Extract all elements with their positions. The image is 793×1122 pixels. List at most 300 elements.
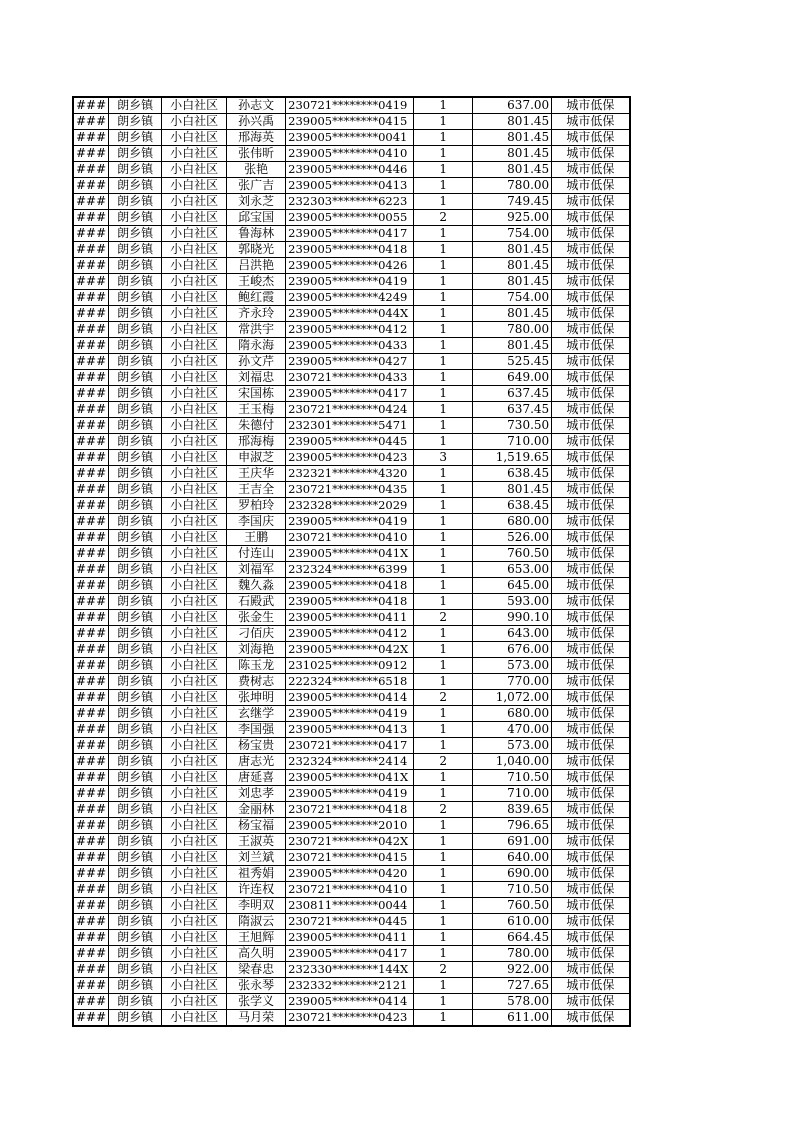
table-row [73, 274, 630, 290]
cell-name: 魏久淼 [227, 578, 286, 594]
cell-household-count: 1 [414, 114, 473, 130]
cell-community: 小白社区 [162, 626, 227, 642]
cell-relief-type: 城市低保 [552, 546, 630, 562]
cell-household-count: 1 [414, 882, 473, 898]
cell-amount: 801.45 [473, 114, 552, 130]
cell-id-number: 239005********0420 [286, 866, 414, 882]
cell-community: 小白社区 [162, 546, 227, 562]
table-row [73, 97, 630, 114]
cell-amount: 653.00 [473, 562, 552, 578]
cell-seq: ### [73, 946, 109, 962]
cell-id-number: 239005********0414 [286, 994, 414, 1010]
cell-relief-type: 城市低保 [552, 834, 630, 850]
cell-town: 朗乡镇 [109, 946, 162, 962]
cell-name: 齐永玲 [227, 306, 286, 322]
cell-id-number: 239005********0418 [286, 578, 414, 594]
table-row [73, 386, 630, 402]
cell-household-count: 1 [414, 930, 473, 946]
cell-town: 朗乡镇 [109, 802, 162, 818]
cell-relief-type: 城市低保 [552, 354, 630, 370]
table-row [73, 818, 630, 834]
cell-id-number: 239005********0414 [286, 690, 414, 706]
cell-id-number: 239005********0410 [286, 146, 414, 162]
cell-amount: 801.45 [473, 162, 552, 178]
cell-relief-type: 城市低保 [552, 386, 630, 402]
table-row [73, 194, 630, 210]
cell-amount: 780.00 [473, 946, 552, 962]
cell-town: 朗乡镇 [109, 514, 162, 530]
cell-seq: ### [73, 898, 109, 914]
cell-name: 李明双 [227, 898, 286, 914]
cell-name: 吕洪艳 [227, 258, 286, 274]
cell-household-count: 2 [414, 610, 473, 626]
cell-seq: ### [73, 530, 109, 546]
cell-seq: ### [73, 354, 109, 370]
cell-relief-type: 城市低保 [552, 97, 630, 114]
cell-id-number: 239005********0055 [286, 210, 414, 226]
cell-household-count: 1 [414, 130, 473, 146]
cell-community: 小白社区 [162, 162, 227, 178]
cell-community: 小白社区 [162, 402, 227, 418]
cell-amount: 637.45 [473, 386, 552, 402]
cell-relief-type: 城市低保 [552, 338, 630, 354]
cell-town: 朗乡镇 [109, 1010, 162, 1027]
cell-household-count: 1 [414, 146, 473, 162]
cell-amount: 925.00 [473, 210, 552, 226]
cell-community: 小白社区 [162, 754, 227, 770]
cell-relief-type: 城市低保 [552, 898, 630, 914]
table-row [73, 882, 630, 898]
cell-seq: ### [73, 370, 109, 386]
cell-name: 张艳 [227, 162, 286, 178]
cell-community: 小白社区 [162, 946, 227, 962]
table-row [73, 898, 630, 914]
cell-id-number: 222324********6518 [286, 674, 414, 690]
cell-seq: ### [73, 322, 109, 338]
cell-community: 小白社区 [162, 898, 227, 914]
cell-name: 玄继学 [227, 706, 286, 722]
cell-name: 费树志 [227, 674, 286, 690]
cell-community: 小白社区 [162, 850, 227, 866]
relief-roster-table [72, 96, 631, 1027]
cell-town: 朗乡镇 [109, 130, 162, 146]
cell-household-count: 3 [414, 450, 473, 466]
cell-town: 朗乡镇 [109, 498, 162, 514]
cell-relief-type: 城市低保 [552, 370, 630, 386]
cell-household-count: 1 [414, 194, 473, 210]
cell-id-number: 239005********044X [286, 306, 414, 322]
cell-town: 朗乡镇 [109, 370, 162, 386]
table-row [73, 226, 630, 242]
cell-town: 朗乡镇 [109, 242, 162, 258]
cell-town: 朗乡镇 [109, 962, 162, 978]
cell-household-count: 1 [414, 626, 473, 642]
cell-relief-type: 城市低保 [552, 194, 630, 210]
table-row [73, 242, 630, 258]
cell-id-number: 239005********0415 [286, 114, 414, 130]
cell-household-count: 2 [414, 802, 473, 818]
cell-id-number: 230811********0044 [286, 898, 414, 914]
table-row [73, 338, 630, 354]
cell-amount: 1,072.00 [473, 690, 552, 706]
cell-town: 朗乡镇 [109, 466, 162, 482]
cell-amount: 801.45 [473, 338, 552, 354]
cell-household-count: 1 [414, 658, 473, 674]
cell-relief-type: 城市低保 [552, 578, 630, 594]
cell-seq: ### [73, 178, 109, 194]
cell-relief-type: 城市低保 [552, 274, 630, 290]
cell-community: 小白社区 [162, 514, 227, 530]
table-row [73, 498, 630, 514]
cell-amount: 643.00 [473, 626, 552, 642]
cell-id-number: 239005********0417 [286, 946, 414, 962]
cell-relief-type: 城市低保 [552, 146, 630, 162]
cell-relief-type: 城市低保 [552, 978, 630, 994]
cell-name: 隋淑云 [227, 914, 286, 930]
table-row [73, 562, 630, 578]
cell-town: 朗乡镇 [109, 994, 162, 1010]
table-row [73, 258, 630, 274]
cell-town: 朗乡镇 [109, 386, 162, 402]
cell-community: 小白社区 [162, 146, 227, 162]
cell-id-number: 230721********0435 [286, 482, 414, 498]
cell-household-count: 1 [414, 738, 473, 754]
table-row [73, 578, 630, 594]
cell-relief-type: 城市低保 [552, 242, 630, 258]
cell-community: 小白社区 [162, 482, 227, 498]
table-row [73, 466, 630, 482]
cell-name: 马月荣 [227, 1010, 286, 1027]
cell-relief-type: 城市低保 [552, 226, 630, 242]
table-row [73, 754, 630, 770]
cell-amount: 525.45 [473, 354, 552, 370]
cell-relief-type: 城市低保 [552, 114, 630, 130]
table-row [73, 146, 630, 162]
cell-town: 朗乡镇 [109, 178, 162, 194]
table-row [73, 594, 630, 610]
cell-amount: 770.00 [473, 674, 552, 690]
cell-name: 张金生 [227, 610, 286, 626]
cell-name: 王吉全 [227, 482, 286, 498]
table-row [73, 546, 630, 562]
cell-name: 张广吉 [227, 178, 286, 194]
cell-community: 小白社区 [162, 258, 227, 274]
cell-community: 小白社区 [162, 450, 227, 466]
cell-household-count: 1 [414, 850, 473, 866]
cell-amount: 801.45 [473, 274, 552, 290]
cell-town: 朗乡镇 [109, 642, 162, 658]
cell-name: 张永琴 [227, 978, 286, 994]
cell-community: 小白社区 [162, 962, 227, 978]
cell-community: 小白社区 [162, 242, 227, 258]
cell-household-count: 1 [414, 242, 473, 258]
cell-town: 朗乡镇 [109, 578, 162, 594]
cell-relief-type: 城市低保 [552, 722, 630, 738]
cell-id-number: 232328********2029 [286, 498, 414, 514]
cell-community: 小白社区 [162, 226, 227, 242]
cell-household-count: 1 [414, 226, 473, 242]
cell-id-number: 230721********0417 [286, 738, 414, 754]
cell-id-number: 231025********0912 [286, 658, 414, 674]
cell-seq: ### [73, 722, 109, 738]
table-row [73, 450, 630, 466]
cell-household-count: 1 [414, 978, 473, 994]
cell-community: 小白社区 [162, 802, 227, 818]
cell-town: 朗乡镇 [109, 978, 162, 994]
cell-relief-type: 城市低保 [552, 786, 630, 802]
cell-town: 朗乡镇 [109, 850, 162, 866]
cell-id-number: 230721********0433 [286, 370, 414, 386]
cell-id-number: 230721********0415 [286, 850, 414, 866]
cell-id-number: 232303********6223 [286, 194, 414, 210]
table-row [73, 178, 630, 194]
cell-amount: 727.65 [473, 978, 552, 994]
cell-name: 鲁海林 [227, 226, 286, 242]
cell-relief-type: 城市低保 [552, 706, 630, 722]
cell-amount: 573.00 [473, 738, 552, 754]
cell-household-count: 1 [414, 706, 473, 722]
cell-community: 小白社区 [162, 114, 227, 130]
cell-relief-type: 城市低保 [552, 930, 630, 946]
cell-household-count: 1 [414, 946, 473, 962]
cell-name: 郭晓光 [227, 242, 286, 258]
cell-town: 朗乡镇 [109, 562, 162, 578]
cell-relief-type: 城市低保 [552, 466, 630, 482]
cell-town: 朗乡镇 [109, 322, 162, 338]
cell-community: 小白社区 [162, 690, 227, 706]
cell-community: 小白社区 [162, 322, 227, 338]
cell-town: 朗乡镇 [109, 482, 162, 498]
table-row [73, 610, 630, 626]
cell-town: 朗乡镇 [109, 306, 162, 322]
cell-name: 祖秀娟 [227, 866, 286, 882]
table-row [73, 914, 630, 930]
table-row [73, 290, 630, 306]
cell-seq: ### [73, 226, 109, 242]
cell-amount: 990.10 [473, 610, 552, 626]
cell-seq: ### [73, 482, 109, 498]
cell-amount: 801.45 [473, 482, 552, 498]
cell-seq: ### [73, 658, 109, 674]
cell-relief-type: 城市低保 [552, 850, 630, 866]
cell-id-number: 239005********0411 [286, 930, 414, 946]
cell-relief-type: 城市低保 [552, 290, 630, 306]
cell-community: 小白社区 [162, 594, 227, 610]
cell-seq: ### [73, 818, 109, 834]
cell-household-count: 1 [414, 530, 473, 546]
table-row [73, 306, 630, 322]
cell-seq: ### [73, 402, 109, 418]
cell-relief-type: 城市低保 [552, 674, 630, 690]
cell-name: 刘福军 [227, 562, 286, 578]
cell-town: 朗乡镇 [109, 194, 162, 210]
cell-seq: ### [73, 594, 109, 610]
cell-household-count: 1 [414, 354, 473, 370]
cell-amount: 690.00 [473, 866, 552, 882]
cell-id-number: 239005********0446 [286, 162, 414, 178]
cell-seq: ### [73, 290, 109, 306]
cell-community: 小白社区 [162, 658, 227, 674]
cell-community: 小白社区 [162, 418, 227, 434]
cell-seq: ### [73, 274, 109, 290]
cell-relief-type: 城市低保 [552, 802, 630, 818]
cell-id-number: 232301********5471 [286, 418, 414, 434]
cell-name: 石殿武 [227, 594, 286, 610]
cell-id-number: 230721********042X [286, 834, 414, 850]
cell-amount: 649.00 [473, 370, 552, 386]
cell-household-count: 1 [414, 402, 473, 418]
cell-town: 朗乡镇 [109, 274, 162, 290]
cell-household-count: 1 [414, 97, 473, 114]
cell-household-count: 1 [414, 338, 473, 354]
cell-amount: 676.00 [473, 642, 552, 658]
table-row [73, 162, 630, 178]
cell-community: 小白社区 [162, 994, 227, 1010]
cell-town: 朗乡镇 [109, 418, 162, 434]
cell-amount: 710.00 [473, 786, 552, 802]
cell-name: 刘忠孝 [227, 786, 286, 802]
cell-seq: ### [73, 882, 109, 898]
cell-name: 唐延喜 [227, 770, 286, 786]
cell-name: 王庆华 [227, 466, 286, 482]
cell-household-count: 1 [414, 274, 473, 290]
cell-town: 朗乡镇 [109, 594, 162, 610]
cell-seq: ### [73, 850, 109, 866]
cell-relief-type: 城市低保 [552, 770, 630, 786]
cell-community: 小白社区 [162, 642, 227, 658]
table-row [73, 658, 630, 674]
cell-seq: ### [73, 962, 109, 978]
cell-town: 朗乡镇 [109, 97, 162, 114]
cell-seq: ### [73, 418, 109, 434]
cell-seq: ### [73, 1010, 109, 1027]
cell-name: 杨宝贵 [227, 738, 286, 754]
cell-seq: ### [73, 578, 109, 594]
cell-amount: 573.00 [473, 658, 552, 674]
cell-amount: 801.45 [473, 146, 552, 162]
cell-seq: ### [73, 802, 109, 818]
cell-id-number: 239005********0445 [286, 434, 414, 450]
table-row [73, 802, 630, 818]
cell-community: 小白社区 [162, 354, 227, 370]
cell-name: 邱宝国 [227, 210, 286, 226]
cell-id-number: 232332********2121 [286, 978, 414, 994]
cell-community: 小白社区 [162, 386, 227, 402]
cell-town: 朗乡镇 [109, 706, 162, 722]
cell-relief-type: 城市低保 [552, 594, 630, 610]
cell-community: 小白社区 [162, 914, 227, 930]
cell-town: 朗乡镇 [109, 226, 162, 242]
cell-name: 邢海英 [227, 130, 286, 146]
cell-seq: ### [73, 770, 109, 786]
cell-id-number: 239005********0417 [286, 226, 414, 242]
cell-community: 小白社区 [162, 722, 227, 738]
table-row [73, 514, 630, 530]
cell-id-number: 239005********2010 [286, 818, 414, 834]
cell-amount: 760.50 [473, 546, 552, 562]
cell-id-number: 230721********0419 [286, 97, 414, 114]
cell-id-number: 239005********042X [286, 642, 414, 658]
cell-seq: ### [73, 562, 109, 578]
cell-town: 朗乡镇 [109, 434, 162, 450]
cell-household-count: 1 [414, 866, 473, 882]
cell-community: 小白社区 [162, 930, 227, 946]
cell-name: 宋国栋 [227, 386, 286, 402]
cell-household-count: 1 [414, 290, 473, 306]
cell-name: 王旭辉 [227, 930, 286, 946]
cell-community: 小白社区 [162, 610, 227, 626]
cell-relief-type: 城市低保 [552, 530, 630, 546]
cell-household-count: 1 [414, 914, 473, 930]
cell-relief-type: 城市低保 [552, 258, 630, 274]
cell-seq: ### [73, 642, 109, 658]
cell-name: 孙兴禹 [227, 114, 286, 130]
cell-household-count: 1 [414, 994, 473, 1010]
cell-town: 朗乡镇 [109, 338, 162, 354]
cell-amount: 780.00 [473, 322, 552, 338]
cell-relief-type: 城市低保 [552, 754, 630, 770]
cell-household-count: 1 [414, 162, 473, 178]
cell-household-count: 1 [414, 434, 473, 450]
cell-amount: 780.00 [473, 178, 552, 194]
cell-household-count: 2 [414, 210, 473, 226]
cell-seq: ### [73, 706, 109, 722]
cell-id-number: 232324********2414 [286, 754, 414, 770]
cell-name: 张伟昕 [227, 146, 286, 162]
cell-community: 小白社区 [162, 194, 227, 210]
cell-community: 小白社区 [162, 290, 227, 306]
cell-name: 常洪宇 [227, 322, 286, 338]
cell-household-count: 1 [414, 498, 473, 514]
cell-id-number: 239005********041X [286, 546, 414, 562]
cell-household-count: 1 [414, 594, 473, 610]
cell-seq: ### [73, 338, 109, 354]
table-row [73, 946, 630, 962]
cell-id-number: 230721********0423 [286, 1010, 414, 1027]
cell-name: 刘海艳 [227, 642, 286, 658]
cell-amount: 710.50 [473, 882, 552, 898]
cell-id-number: 239005********4249 [286, 290, 414, 306]
cell-seq: ### [73, 514, 109, 530]
cell-id-number: 230721********0418 [286, 802, 414, 818]
cell-town: 朗乡镇 [109, 290, 162, 306]
cell-household-count: 1 [414, 770, 473, 786]
cell-seq: ### [73, 114, 109, 130]
cell-town: 朗乡镇 [109, 722, 162, 738]
cell-id-number: 239005********0433 [286, 338, 414, 354]
table-row [73, 690, 630, 706]
cell-name: 张坤明 [227, 690, 286, 706]
cell-household-count: 1 [414, 642, 473, 658]
cell-household-count: 1 [414, 178, 473, 194]
cell-relief-type: 城市低保 [552, 962, 630, 978]
cell-amount: 637.45 [473, 402, 552, 418]
cell-household-count: 1 [414, 786, 473, 802]
cell-relief-type: 城市低保 [552, 946, 630, 962]
cell-seq: ### [73, 242, 109, 258]
cell-community: 小白社区 [162, 738, 227, 754]
cell-household-count: 1 [414, 370, 473, 386]
cell-community: 小白社区 [162, 97, 227, 114]
cell-seq: ### [73, 690, 109, 706]
table-row [73, 850, 630, 866]
cell-seq: ### [73, 914, 109, 930]
cell-amount: 638.45 [473, 498, 552, 514]
cell-community: 小白社区 [162, 1010, 227, 1027]
cell-name: 杨宝福 [227, 818, 286, 834]
cell-amount: 801.45 [473, 130, 552, 146]
cell-relief-type: 城市低保 [552, 130, 630, 146]
